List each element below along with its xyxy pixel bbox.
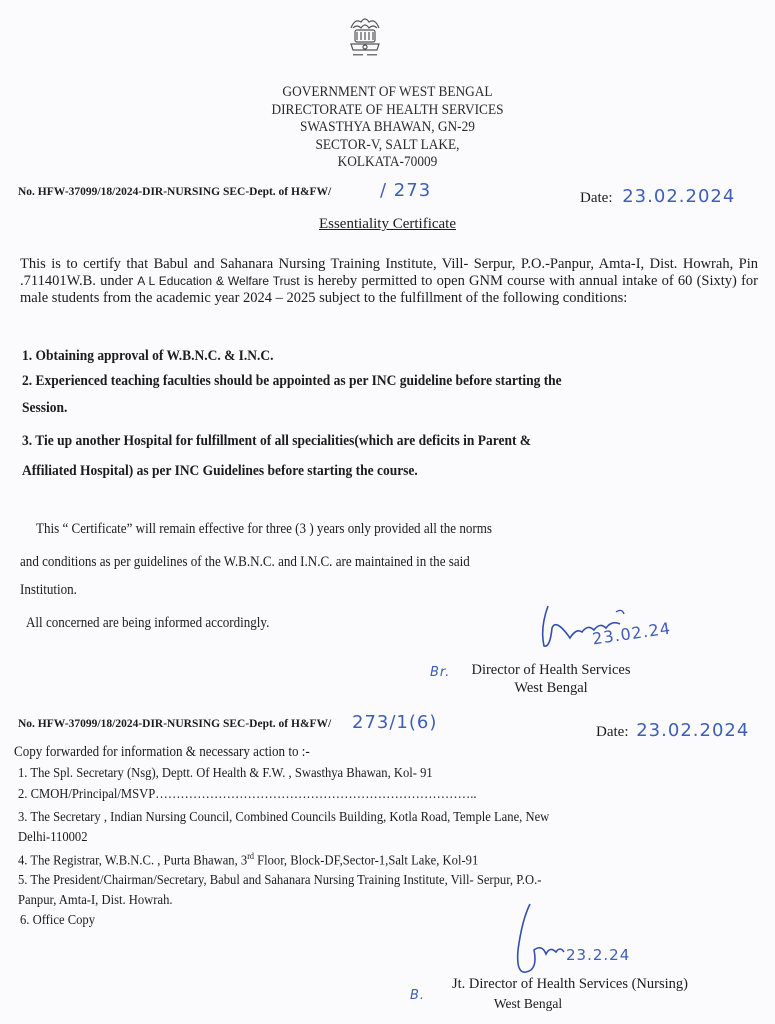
letterhead-line: SWASTHYA BHAWAN, GN-29: [300, 119, 475, 135]
condition-text: 3. Tie up another Hospital for fulfillment of all specialities(which are deficits in Parent &: [22, 433, 532, 449]
date-label: Date:: [580, 190, 613, 206]
condition-1: [22, 347, 762, 365]
handwritten-date: 23.02.2024: [622, 186, 736, 207]
condition-text: 1. Obtaining approval of W.B.N.C. & I.N.C.: [22, 348, 274, 364]
letterhead: [0, 84, 775, 172]
copy-recipient: Delhi-110002: [18, 830, 88, 845]
intro-text: This is to certify that Babul and Sahanara Nursing Training Institute, Vill- Serpur, P.O.-Panpur, Amta-I, Dist. Howrah, Pin .711401W.B. under: [20, 256, 758, 289]
informed-line: All concerned are being informed accordingly.: [26, 615, 270, 631]
signature-date: 23.2.24: [566, 946, 631, 964]
memo-date: [580, 186, 735, 207]
condition-text: Affiliated Hospital) as per INC Guidelines before starting the course.: [22, 463, 418, 479]
copy-text: 4. The Registrar, W.B.N.C. , Purta Bhawan, 3: [18, 853, 248, 869]
letterhead-line: DIRECTORATE OF HEALTH SERVICES: [271, 101, 504, 118]
signatory-state: West Bengal: [493, 996, 563, 1011]
signature-icon: [508, 900, 568, 980]
letterhead-line: GOVERNMENT OF WEST BENGAL: [282, 84, 493, 100]
date-label: Date:: [596, 724, 629, 740]
intro-text-continued: is hereby permitted to open GNM course with annual intake of 60 (Sixty) for male students from the academic year 2024 – 2025 subject to the fulfillment of the following conditions:: [20, 273, 758, 306]
intro-paragraph: [20, 256, 758, 307]
condition-text: 2. Experienced teaching faculties should be appointed as per INC guideline before starting the: [22, 373, 562, 389]
copy-recipient: 2. CMOH/Principal/MSVP…………………………………………………………………..: [18, 787, 477, 802]
on-behalf-mark: B.: [410, 988, 426, 1003]
condition-3: [22, 432, 762, 450]
signatory-designation: Director of Health Services: [471, 662, 631, 678]
copy-recipient: 1. The Spl. Secretary (Nsg), Deptt. Of Health & F.W. , Swasthya Bhawan, Kol- 91: [18, 766, 433, 781]
certificate-title: Essentiality Certificate: [318, 216, 457, 232]
signatory-designation: Jt. Director of Health Services (Nursing): [452, 976, 688, 992]
signatory-state: West Bengal: [514, 680, 588, 696]
trust-name: A L Education & Welfare Trust: [137, 274, 300, 288]
condition-3-continued: [22, 462, 762, 480]
ordinal-suffix: rd: [247, 851, 254, 861]
condition-2-continued: [22, 399, 762, 417]
memo2-reference: [18, 718, 331, 730]
letterhead-line: KOLKATA-70009: [337, 154, 438, 170]
copy-recipient: 3. The Secretary , Indian Nursing Council, Combined Councils Building, Kotla Road, Temple Lane, New: [18, 810, 550, 825]
copy-recipient: 5. The President/Chairman/Secretary, Babul and Sahanara Nursing Training Institute, Vill- Serpur, P.O.-: [18, 873, 542, 888]
letterhead-line: SECTOR-V, SALT LAKE,: [315, 136, 460, 153]
memo-reference: [18, 186, 331, 198]
handwritten-date: 23.02.2024: [636, 720, 750, 741]
copy-text-continued: Floor, Block-DF,Sector-1,Salt Lake, Kol-91: [253, 853, 479, 869]
national-emblem-icon: [339, 10, 391, 62]
jt-director-signature: [508, 900, 568, 985]
copy-intro: Copy forwarded for information & necessary action to :-: [14, 744, 310, 760]
on-behalf-mark: Br.: [430, 665, 451, 680]
memo2-date: [596, 720, 749, 741]
national-emblem: [339, 10, 391, 62]
reference-number: No. HFW-37099/18/2024-DIR-NURSING SEC-Dept. of H&FW/: [18, 186, 332, 198]
handwritten-memo-number: 273/1(6): [352, 712, 438, 733]
validity-line: and conditions as per guidelines of the W.B.N.C. and I.N.C. are maintained in the said: [20, 554, 470, 570]
validity-line: This “ Certificate” will remain effective for three (3 ) years only provided all the norms: [36, 521, 492, 537]
copy-recipient: 6. Office Copy: [20, 913, 96, 928]
condition-text: Session.: [22, 400, 68, 416]
validity-line: Institution.: [20, 582, 77, 598]
handwritten-memo-number: / 273: [380, 180, 432, 201]
reference-number: No. HFW-37099/18/2024-DIR-NURSING SEC-Dept. of H&FW/: [18, 718, 332, 730]
signature-date: 23.02.24: [591, 618, 673, 649]
condition-2: [22, 372, 762, 390]
copy-recipient: Panpur, Amta-I, Dist. Howrah.: [18, 893, 173, 908]
copy-recipient: [18, 851, 478, 870]
